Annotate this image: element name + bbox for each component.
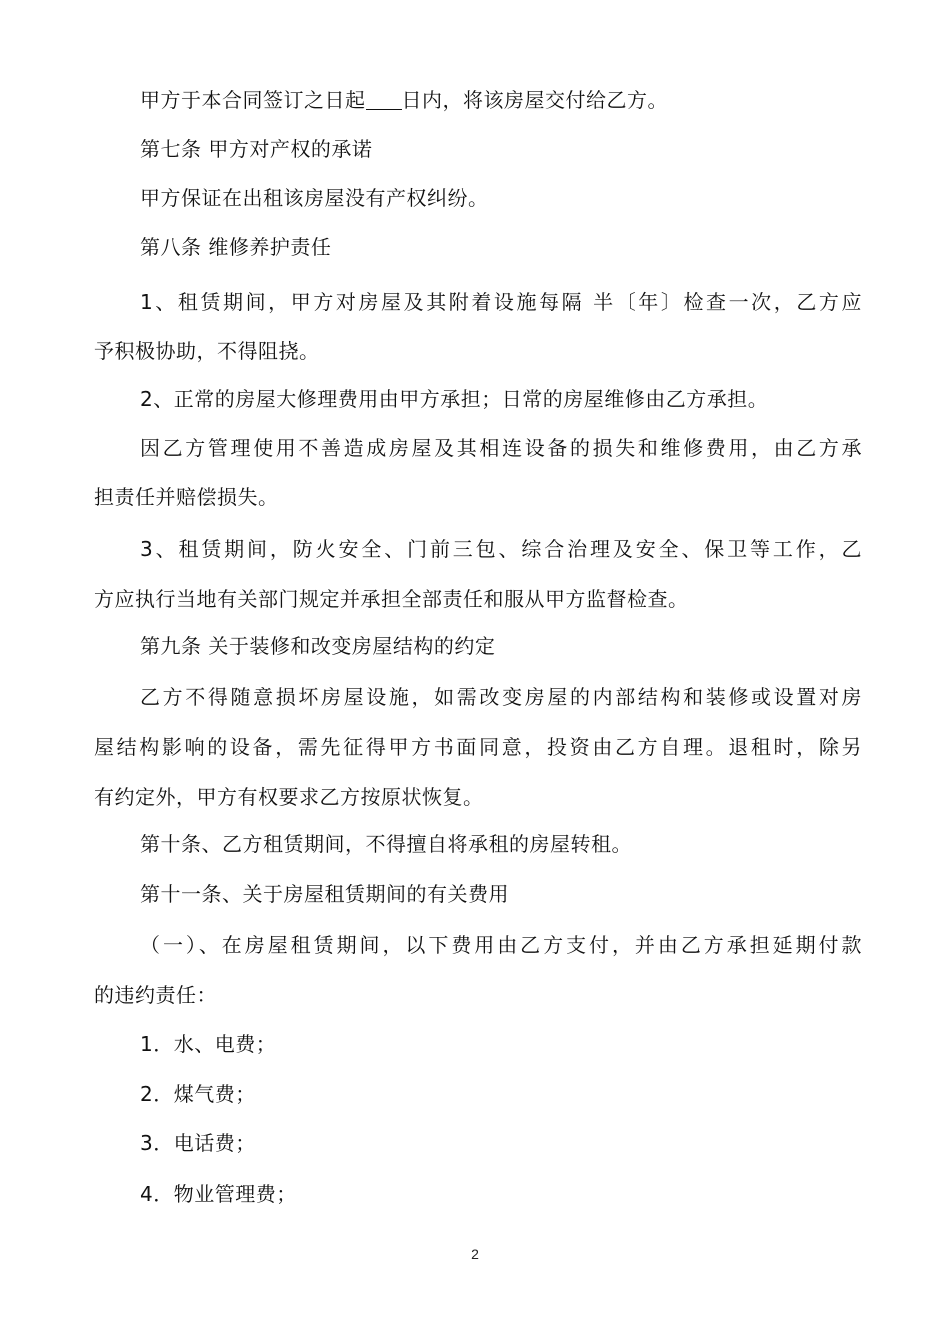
- paragraph-damage-line1: 因乙方管理使用不善造成房屋及其相连设备的损失和维修费用，由乙方承: [140, 436, 862, 460]
- list-item-phone: 3．电话费；: [140, 1131, 256, 1155]
- paragraph-property-rights: 甲方保证在出租该房屋没有产权纠纷。: [140, 186, 489, 210]
- article-9-heading: 第九条 关于装修和改变房屋结构的约定: [140, 634, 496, 658]
- page-number: 2: [471, 1246, 479, 1262]
- text-span: 日内，将该房屋交付给乙方。: [401, 88, 668, 112]
- paragraph-delivery: [140, 86, 668, 114]
- paragraph-safety-line2: 方应执行当地有关部门规定并承担全部责任和服从甲方监督检查。: [94, 587, 689, 611]
- paragraph-damage-line2: 担责任并赔偿损失。: [94, 485, 279, 509]
- text-span: 甲方于本合同签订之日起: [140, 88, 366, 112]
- fill-in-blank: [366, 89, 402, 110]
- paragraph-renovation-line1: 乙方不得随意损坏房屋设施，如需改变房屋的内部结构和装修或设置对房: [140, 685, 862, 709]
- article-7-heading: 第七条 甲方对产权的承诺: [140, 137, 373, 161]
- article-11-heading: 第十一条、关于房屋租赁期间的有关费用: [140, 882, 509, 906]
- paragraph-inspection-line2: 予积极协助，不得阻挠。: [94, 339, 320, 363]
- list-item-gas: 2．煤气费；: [140, 1082, 256, 1106]
- paragraph-inspection-line1: 1、租赁期间，甲方对房屋及其附着设施每隔 半〔年〕检查一次，乙方应: [140, 290, 862, 314]
- article-8-heading: 第八条 维修养护责任: [140, 235, 332, 259]
- article-10: 第十条、乙方租赁期间，不得擅自将承租的房屋转租。: [140, 832, 632, 856]
- paragraph-renovation-line2: 屋结构影响的设备，需先征得甲方书面同意，投资由乙方自理。退租时，除另: [94, 735, 862, 759]
- list-item-property-management: 4．物业管理费；: [140, 1182, 297, 1206]
- paragraph-renovation-line3: 有约定外，甲方有权要求乙方按原状恢复。: [94, 785, 484, 809]
- paragraph-repair-costs: 2、正常的房屋大修理费用由甲方承担；日常的房屋维修由乙方承担。: [140, 387, 769, 411]
- list-item-water-electricity: 1．水、电费；: [140, 1032, 277, 1056]
- paragraph-fees-line1: （一）、在房屋租赁期间，以下费用由乙方支付，并由乙方承担延期付款: [140, 933, 862, 957]
- paragraph-fees-line2: 的违约责任：: [94, 983, 217, 1007]
- paragraph-safety-line1: 3、租赁期间，防火安全、门前三包、综合治理及安全、保卫等工作，乙: [140, 537, 862, 561]
